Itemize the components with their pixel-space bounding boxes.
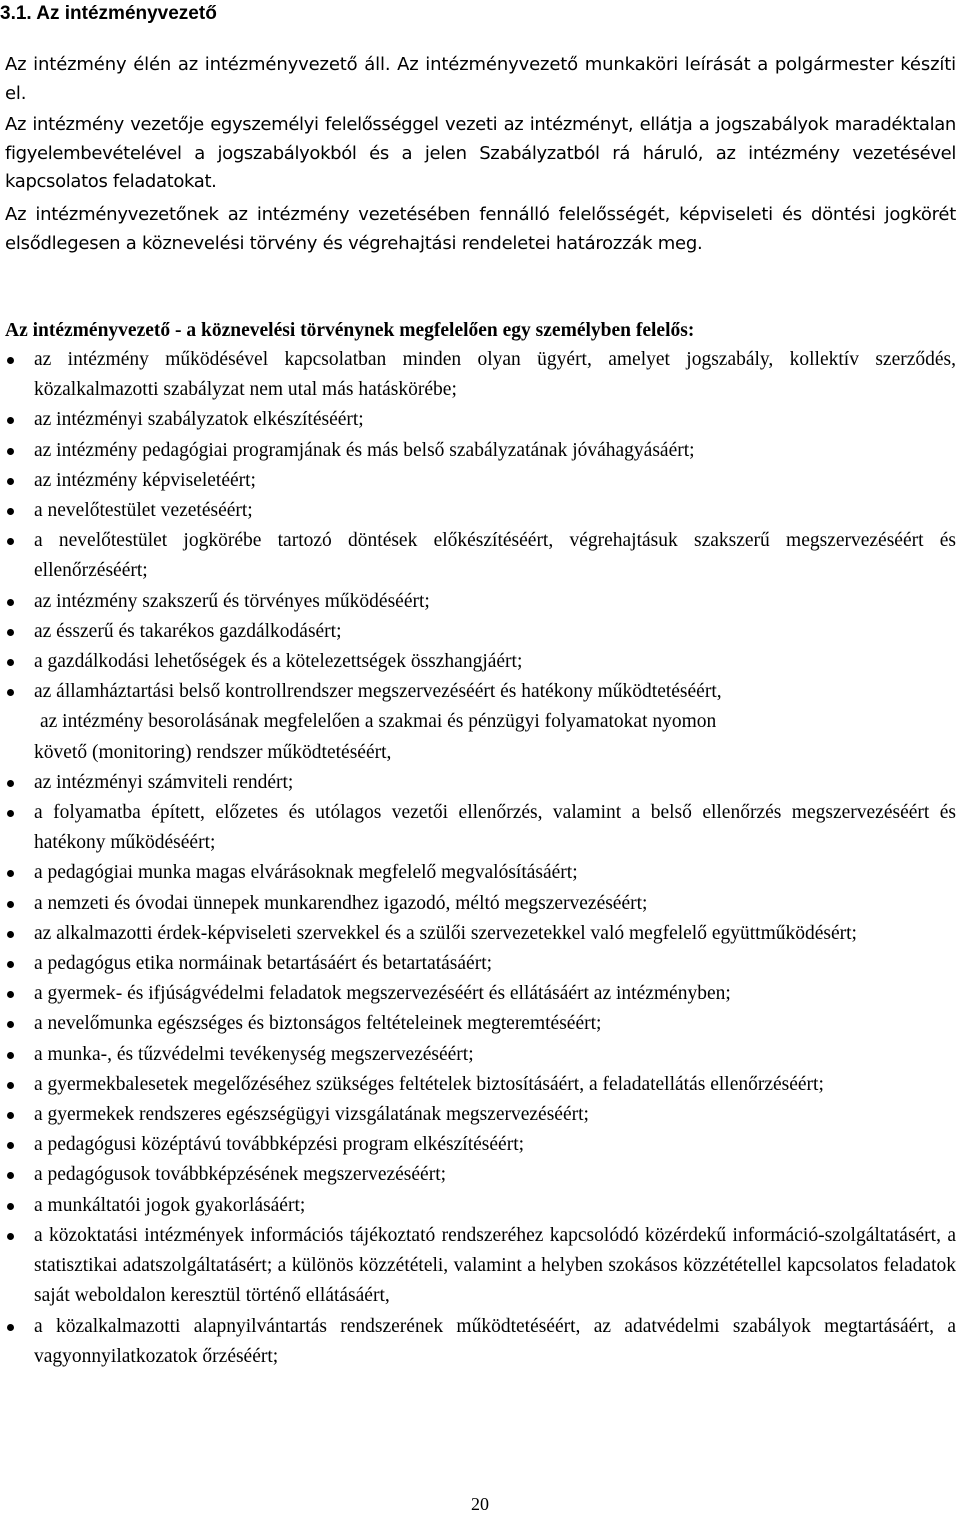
list-item	[0, 526, 956, 586]
list-item	[0, 1312, 956, 1372]
list-item-text: a gyermekbalesetek megelőzéséhez szükséges feltételek biztosításáért, a feladatellátás ellenőrzéséért;	[34, 1073, 824, 1095]
list-item-text: a nevelőtestület jogkörébe tartozó döntések előkészítéséért, végrehajtásuk szakszerű megszervezéséért és ellenőrzéséért;	[34, 530, 956, 582]
bullet-icon	[7, 1112, 14, 1119]
responsibilities-list	[0, 345, 960, 1372]
bullet-icon	[7, 870, 14, 877]
bullet-icon	[7, 599, 14, 606]
list-item-text: az ésszerű és takarékos gazdálkodásért;	[34, 620, 342, 642]
list-item-text: az intézményi szabályzatok elkészítéséért;	[34, 409, 364, 431]
list-item	[0, 1221, 956, 1312]
list-item	[0, 345, 956, 405]
bullet-icon	[7, 901, 14, 908]
bullet-icon	[7, 810, 14, 817]
responsibilities-title: Az intézményvezető - a köznevelési törvénynek megfelelően egy személyben felelős:	[5, 320, 695, 341]
list-item	[0, 617, 956, 647]
list-item-text: a folyamatba épített, előzetes és utólagos vezetői ellenőrzés, valamint a belső ellenőrzés megszervezéséért és hatékony működéséért;	[34, 802, 956, 854]
bullet-icon	[7, 417, 14, 424]
bullet-icon	[7, 357, 14, 364]
paragraph-leadership: Az intézmény vezetője egyszemélyi felelősséggel vezeti az intézményt, ellátja a jogszabályok maradéktalan figyelembevételével a jogszabályokból és a jelen Szabályzatból rá háruló, az intézmény vezetésével kapcsolatos feladatokat.	[5, 114, 956, 192]
list-item	[0, 1160, 956, 1190]
bullet-icon	[7, 1142, 14, 1149]
list-item	[0, 677, 956, 707]
bullet-icon	[7, 508, 14, 515]
list-item-text: a nemzeti és óvodai ünnepek munkarendhez igazodó, méltó megszervezéséért;	[34, 892, 648, 914]
page-number: 20	[471, 1494, 489, 1514]
bullet-icon	[7, 629, 14, 636]
list-item-text: a munkáltatói jogok gyakorlásáért;	[34, 1194, 306, 1216]
bullet-icon	[7, 931, 14, 938]
list-item-text: a gazdálkodási lehetőségek és a kötelezettségek összhangjáért;	[34, 651, 523, 673]
list-item-text: a gyermekek rendszeres egészségügyi vizsgálatának megszervezéséért;	[34, 1104, 589, 1126]
list-item-text: az intézmény képviseletéért;	[34, 469, 256, 491]
bullet-icon	[7, 780, 14, 787]
list-item	[0, 647, 956, 677]
bullet-icon	[7, 1233, 14, 1240]
list-item-text: a közoktatási intézmények információs tájékoztató rendszeréhez kapcsolódó közérdekű információ-szolgáltatásért, a statisztikai adatszolgáltatásért; a különös közzétételi, valamint a helyben szokásos közzététellel kapcsolatos feladatok saját weboldalon keresztül történő ellátásáért,	[34, 1224, 956, 1307]
list-item-text: a nevelőtestület vezetéséért;	[34, 500, 253, 522]
list-item	[0, 466, 956, 496]
bullet-icon	[7, 1324, 14, 1331]
list-item-text: az intézmény pedagógiai programjának és más belső szabályzatának jóváhagyásáért;	[34, 439, 695, 461]
bullet-icon	[7, 991, 14, 998]
list-item-text: a nevelőmunka egészséges és biztonságos feltételeinek megteremtéséért;	[34, 1013, 602, 1035]
list-item	[0, 1040, 956, 1070]
bullet-icon	[7, 689, 14, 696]
list-item-text: a pedagógiai munka magas elvárásoknak megfelelő megvalósításáért;	[34, 862, 578, 884]
bullet-icon	[7, 1203, 14, 1210]
list-item	[0, 587, 956, 617]
bullet-icon	[7, 478, 14, 485]
paragraph-intro: Az intézmény élén az intézményvezető áll. Az intézményvezető munkaköri leírását a polgármester készíti el.	[5, 54, 956, 104]
bullet-icon	[7, 448, 14, 455]
section-heading: 3.1. Az intézményvezető	[0, 3, 217, 24]
list-item	[0, 949, 956, 979]
list-item	[0, 1191, 956, 1221]
list-item	[0, 496, 956, 526]
list-item	[0, 436, 956, 466]
list-item	[0, 1130, 956, 1160]
bullet-icon	[7, 1021, 14, 1028]
bullet-icon	[7, 659, 14, 666]
list-item-text: a közalkalmazotti alapnyilvántartás rendszerének működtetéséért, az adatvédelmi szabályok megtartásáért, a vagyonnyilatkozatok őrzéséért;	[34, 1315, 956, 1367]
list-item	[0, 858, 956, 888]
list-item	[0, 1070, 956, 1100]
list-item-text: az alkalmazotti érdek-képviseleti szervekkel és a szülői szervezetekkel való megfelelő együttműködésért;	[34, 922, 857, 944]
list-item-text: az államháztartási belső kontrollrendszer megszervezéséért és hatékony működtetéséért,	[34, 681, 722, 703]
list-item-text: a pedagógus etika normáinak betartásáért és betartatásáért;	[34, 953, 493, 975]
list-item	[0, 919, 956, 949]
list-item-text: az intézményi számviteli rendért;	[34, 771, 294, 793]
list-item	[0, 889, 956, 919]
bullet-icon	[7, 1082, 14, 1089]
list-item	[0, 768, 956, 798]
list-item-text: a pedagógusok továbbképzésének megszervezéséért;	[34, 1164, 447, 1186]
bullet-icon	[7, 538, 14, 545]
list-item	[0, 979, 956, 1009]
paragraph-authority: Az intézményvezetőnek az intézmény vezetésében fennálló felelősségét, képviseleti és döntési jogkörét elsődlegesen a köznevelési törvény és végrehajtási rendeletei határozzák meg.	[5, 204, 956, 254]
bullet-icon	[7, 961, 14, 968]
list-item-text: a munka-, és tűzvédelmi tevékenység megszervezéséért;	[34, 1043, 474, 1065]
list-item-text: az intézmény működésével kapcsolatban minden olyan ügyért, amelyet jogszabály, kollektív szerződés, közalkalmazotti szabályzat nem utal más hatáskörébe;	[34, 349, 956, 401]
list-item	[0, 798, 956, 858]
list-item	[0, 1009, 956, 1039]
list-item-text: a pedagógusi középtávú továbbképzési program elkészítéséért;	[34, 1134, 525, 1156]
bullet-icon	[7, 1172, 14, 1179]
list-item-text: a gyermek- és ifjúságvédelmi feladatok megszervezéséért és ellátásáért az intézményben;	[34, 983, 731, 1005]
bullet-icon	[7, 1052, 14, 1059]
list-item	[0, 405, 956, 435]
list-item	[0, 1100, 956, 1130]
list-continuation-line: követő (monitoring) rendszer működtetéséért,	[34, 741, 392, 763]
list-item-text: az intézmény szakszerű és törvényes működéséért;	[34, 590, 430, 612]
list-continuation-line: az intézmény besorolásának megfelelően a szakmai és pénzügyi folyamatokat nyomon	[40, 711, 717, 733]
